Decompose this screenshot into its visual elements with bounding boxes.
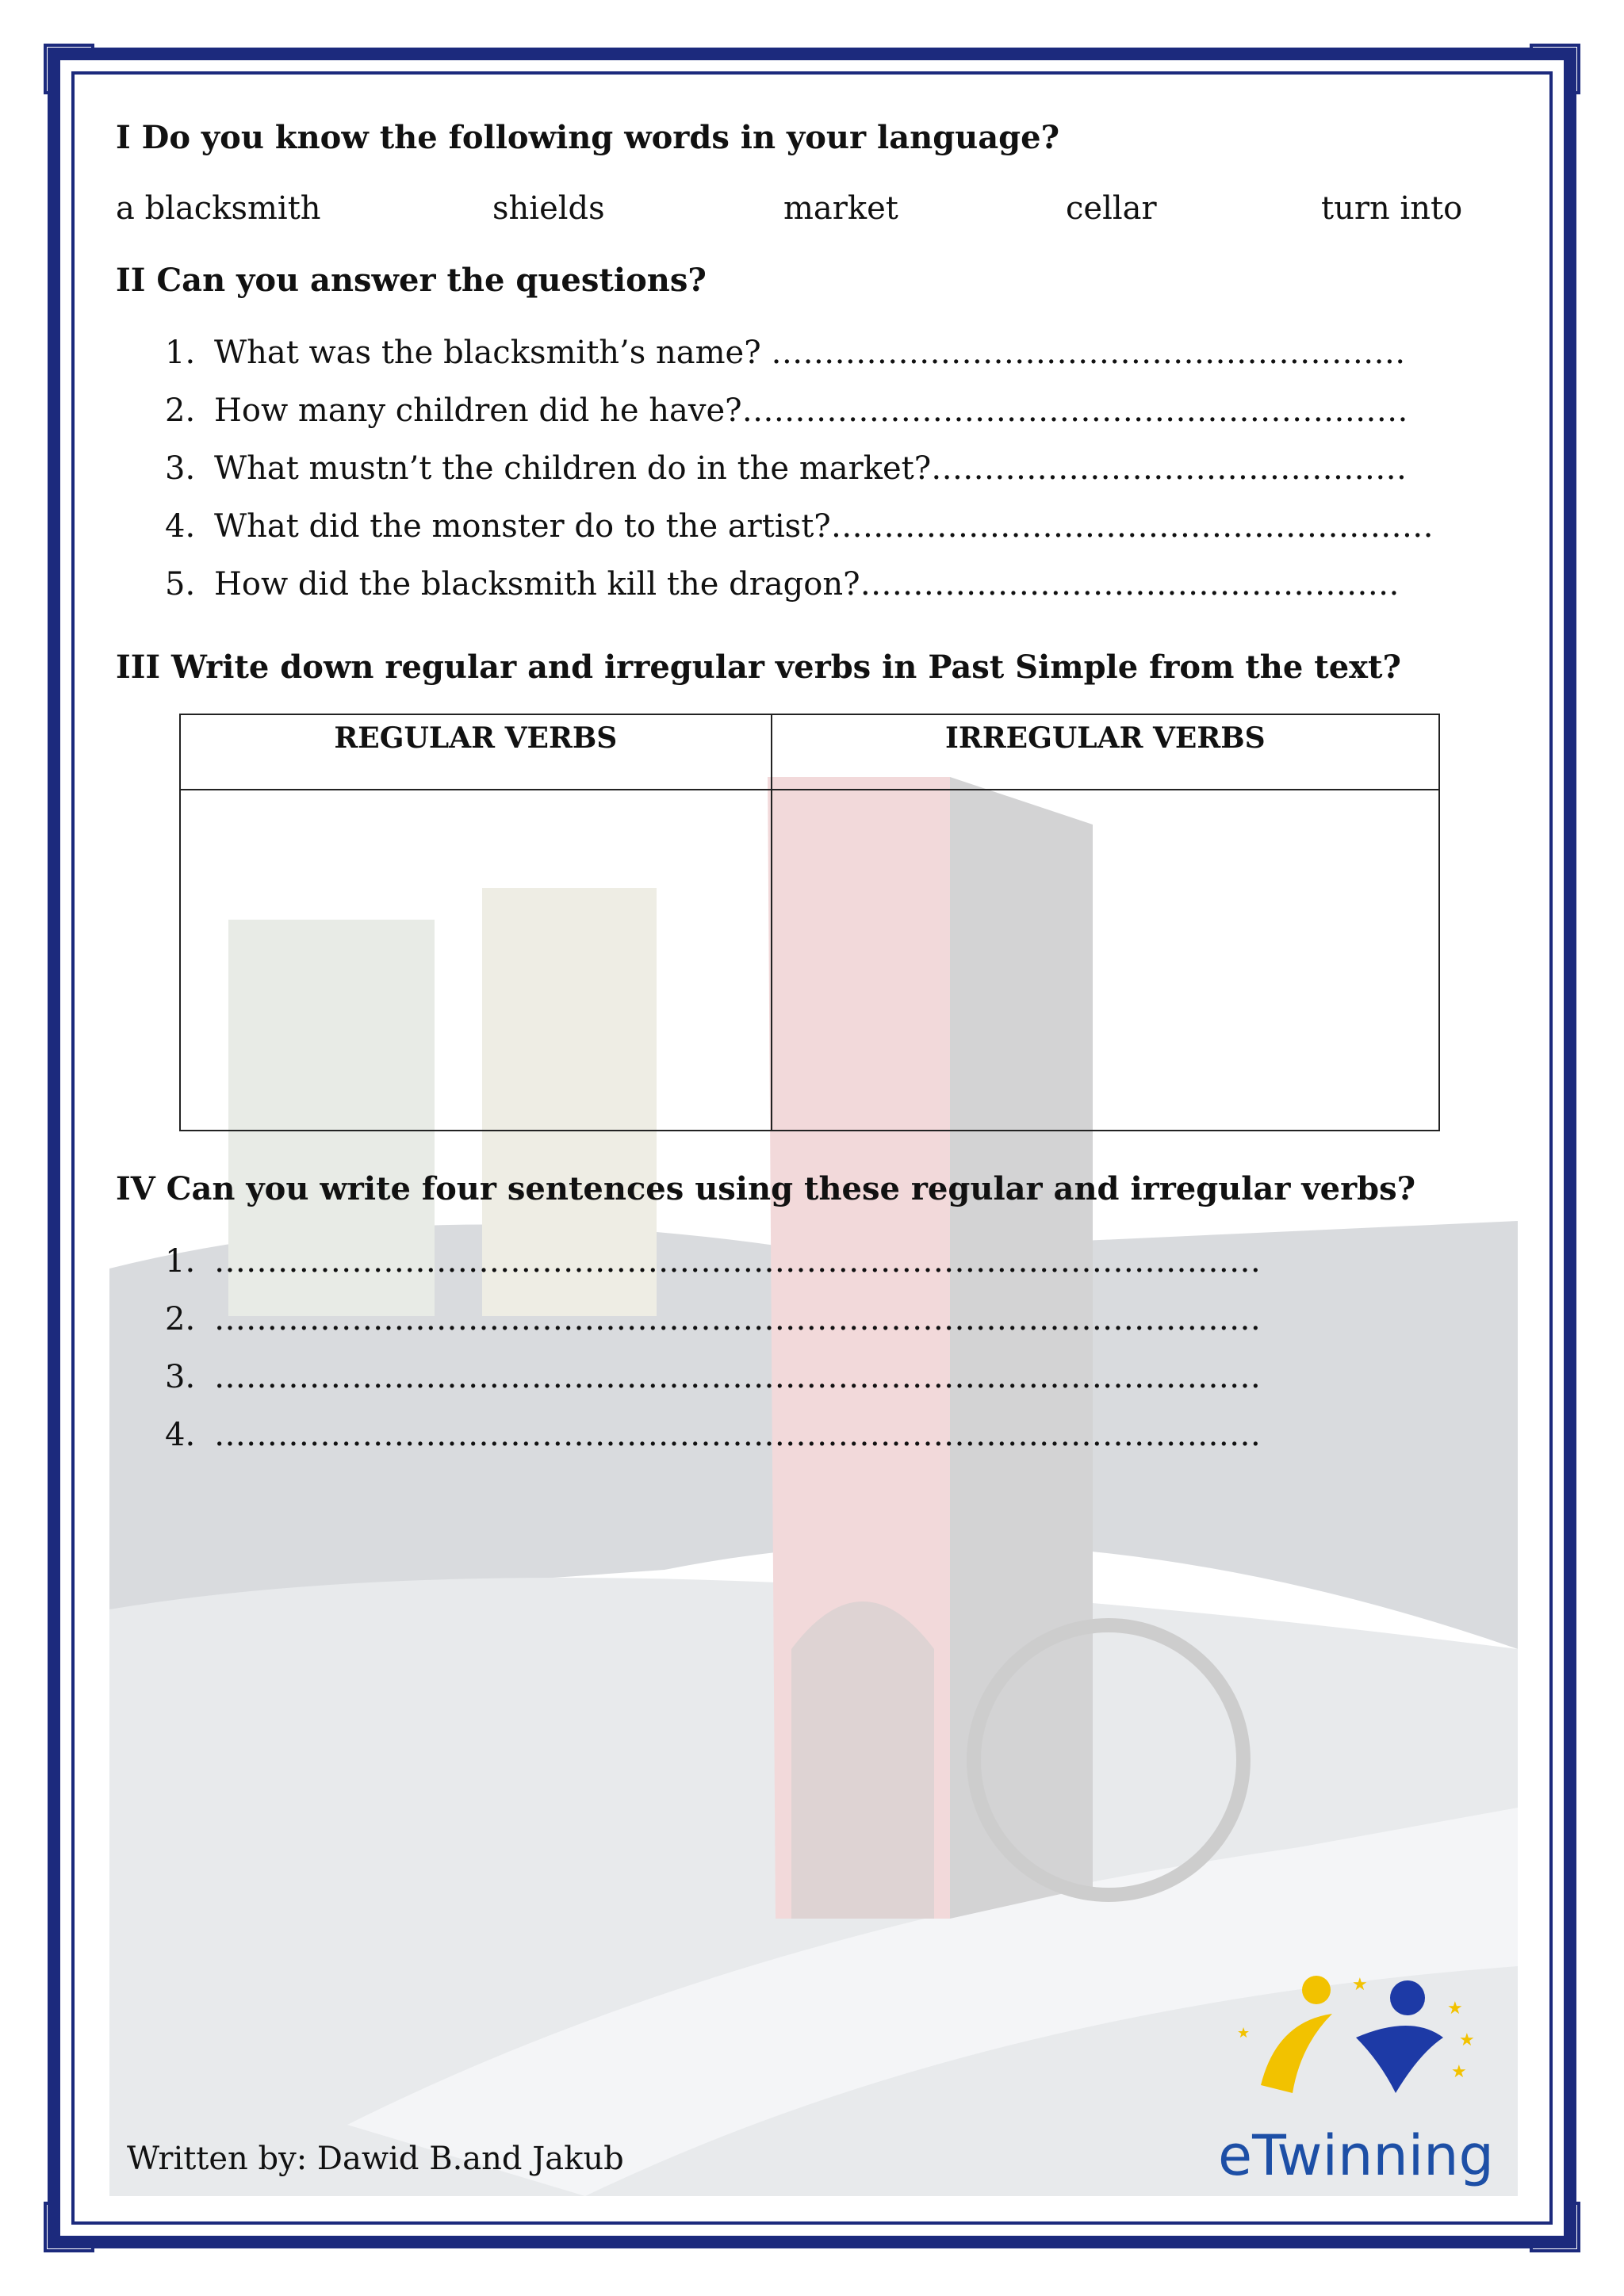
irregular-verbs-header: IRREGULAR VERBS (772, 714, 1439, 790)
sentence-line[interactable]: 2. ……………………………………………………………………………………… (165, 1301, 1261, 1337)
question-item: 2. How many children did he have?……………………………………………………… (165, 392, 1408, 429)
sentence-line[interactable]: 1. ……………………………………………………………………………………… (165, 1243, 1261, 1280)
vocab-word: market (783, 190, 898, 227)
regular-verbs-cell[interactable] (180, 790, 772, 1131)
svg-text:★: ★ (1237, 2025, 1251, 2042)
etwinning-logo-icon (1205, 1966, 1507, 2125)
vocab-word: shields (492, 190, 605, 227)
corner-ornament-icon (41, 41, 97, 97)
sentence-line[interactable]: 4. ……………………………………………………………………………………… (165, 1417, 1261, 1453)
question-item: 1. What was the blacksmith’s name? …………………………………………………… (165, 335, 1406, 371)
section-2-title: II Can you answer the questions? (116, 262, 707, 299)
question-item: 3. What mustn’t the children do in the market?……………………………………… (165, 450, 1408, 487)
question-item: 5. How did the blacksmith kill the dragon?…………………………………………… (165, 566, 1400, 603)
svg-text:★: ★ (1447, 1999, 1463, 2019)
regular-verbs-header: REGULAR VERBS (180, 714, 772, 790)
svg-text:★: ★ (1459, 2030, 1475, 2050)
corner-ornament-icon (41, 2199, 97, 2255)
corner-ornament-icon (1527, 2199, 1583, 2255)
vocab-word: a blacksmith (116, 190, 321, 227)
section-4-title: IV Can you write four sentences using these regular and irregular verbs? (116, 1170, 1416, 1207)
sentence-line[interactable]: 3. ……………………………………………………………………………………… (165, 1359, 1261, 1395)
etwinning-logo-text: eTwinning (1218, 2123, 1494, 2188)
vocab-word: cellar (1066, 190, 1157, 227)
svg-text:★: ★ (1451, 2062, 1467, 2082)
vocab-word: turn into (1321, 190, 1463, 227)
author-credit: Written by: Dawid B.and Jakub (127, 2141, 624, 2177)
corner-ornament-icon (1527, 41, 1583, 97)
section-3-title: III Write down regular and irregular verbs in Past Simple from the text? (116, 649, 1401, 686)
section-1-title: I Do you know the following words in your language? (116, 119, 1060, 156)
question-item: 4. What did the monster do to the artist?………………………………………………… (165, 508, 1434, 545)
svg-text:★: ★ (1352, 1975, 1368, 1995)
etwinning-logo (1205, 1966, 1507, 2188)
verbs-table (179, 714, 1440, 1131)
irregular-verbs-cell[interactable] (772, 790, 1439, 1131)
